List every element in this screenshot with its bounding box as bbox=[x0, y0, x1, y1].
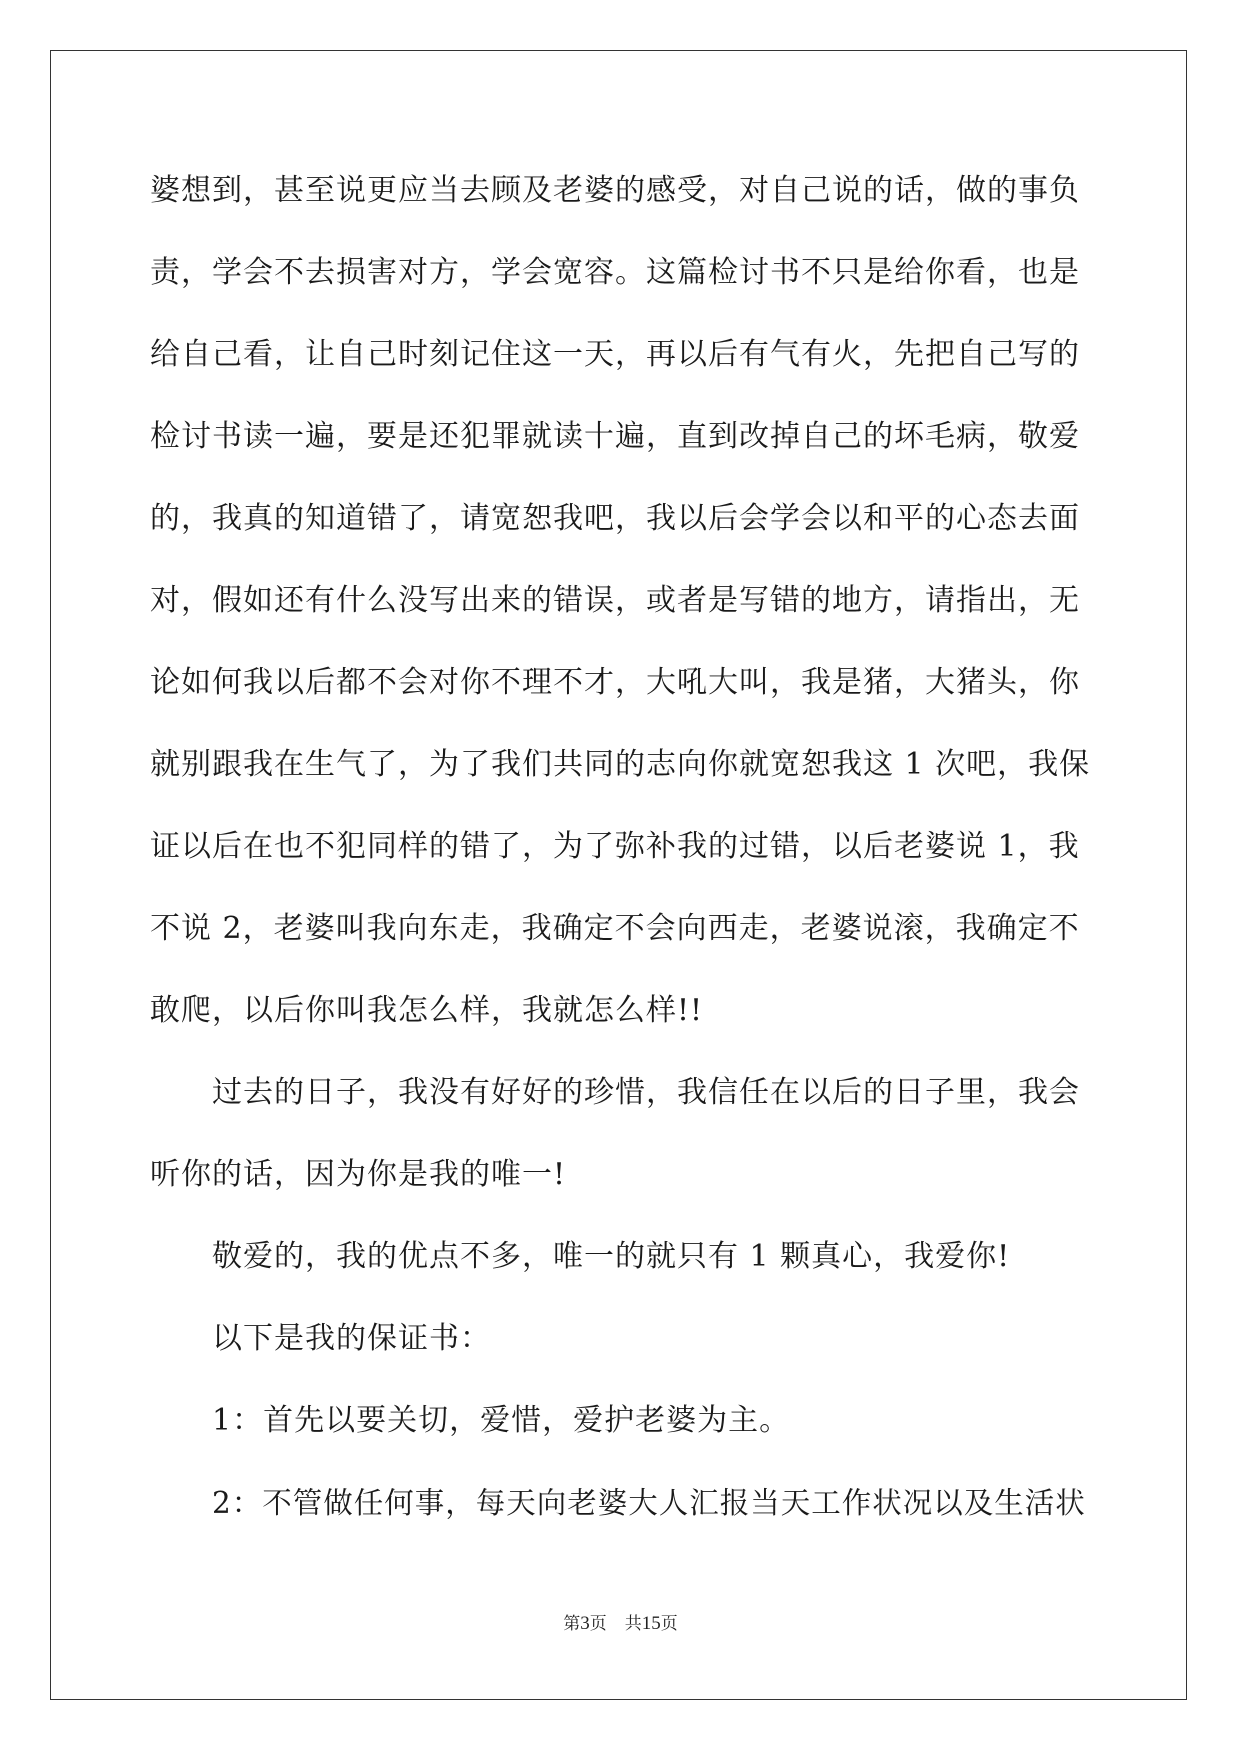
text-line: 给自己看，让自己时刻记住这一天，再以后有气有火，先把自己写的 bbox=[150, 337, 1080, 372]
total-suffix: 页 bbox=[660, 1614, 678, 1634]
page-footer bbox=[0, 1612, 1241, 1636]
text-line: 婆想到，甚至说更应当去顾及老婆的感受，对自己说的话，做的事负 bbox=[150, 173, 1080, 208]
text-line: 敢爬，以后你叫我怎么样，我就怎么样!! bbox=[150, 993, 704, 1028]
total-prefix: 共 bbox=[624, 1614, 642, 1634]
page-suffix: 页 bbox=[589, 1614, 607, 1634]
text-line: 2：不管做任何事，每天向老婆大人汇报当天工作状况以及生活状 bbox=[212, 1486, 1086, 1520]
text-line: 的，我真的知道错了，请宽恕我吧，我以后会学会以和平的心态去面 bbox=[150, 501, 1080, 536]
text-line: 论如何我以后都不会对你不理不才，大吼大叫，我是猪，大猪头，你 bbox=[150, 665, 1080, 700]
text-line: 过去的日子，我没有好好的珍惜，我信任在以后的日子里，我会 bbox=[212, 1075, 1080, 1110]
text-line: 敬爱的，我的优点不多，唯一的就只有 1 颗真心，我爱你! bbox=[212, 1239, 1011, 1274]
text-line: 就别跟我在生气了，为了我们共同的志向你就宽恕我这 1 次吧，我保 bbox=[150, 747, 1091, 782]
text-line: 证以后在也不犯同样的错了，为了弥补我的过错，以后老婆说 1，我 bbox=[150, 829, 1080, 864]
page-number: 3 bbox=[580, 1613, 590, 1634]
text-line: 听你的话，因为你是我的唯一! bbox=[150, 1157, 567, 1192]
text-line: 责，学会不去损害对方，学会宽容。这篇检讨书不只是给你看，也是 bbox=[150, 255, 1080, 290]
text-line: 以下是我的保证书： bbox=[212, 1321, 491, 1356]
text-line: 1：首先以要关切，爱惜，爱护老婆为主。 bbox=[212, 1403, 791, 1438]
total-pages: 15 bbox=[641, 1613, 661, 1634]
document-body bbox=[150, 150, 1090, 1544]
text-line: 对，假如还有什么没写出来的错误，或者是写错的地方，请指出，无 bbox=[150, 583, 1080, 618]
page-prefix: 第 bbox=[563, 1614, 581, 1634]
text-line: 不说 2，老婆叫我向东走，我确定不会向西走，老婆说滚，我确定不 bbox=[150, 911, 1080, 946]
text-line: 检讨书读一遍，要是还犯罪就读十遍，直到改掉自己的坏毛病，敬爱 bbox=[150, 419, 1080, 454]
